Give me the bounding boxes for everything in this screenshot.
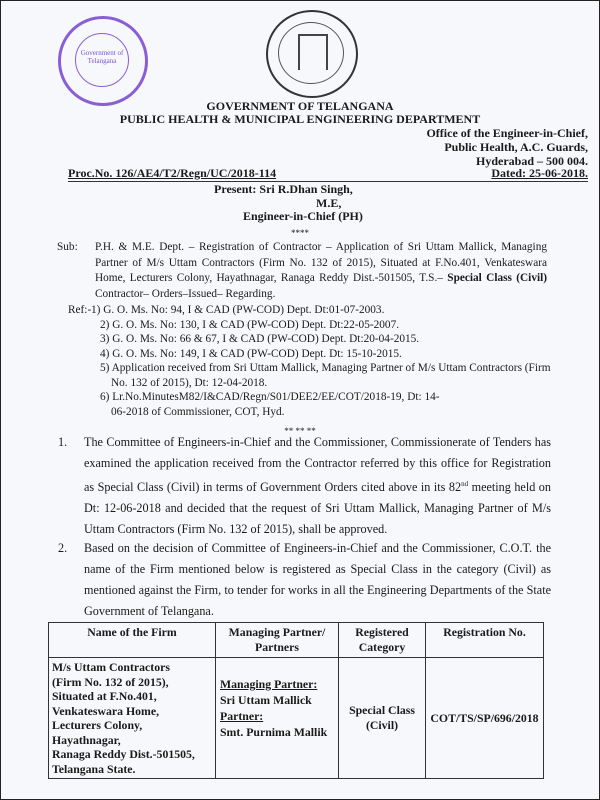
reference-item: 1) G. O. Ms. No: 94, I & CAD (PW-COD) Dept. Dt:01-07-2003.	[91, 304, 385, 316]
paragraph-text: meeting held on Dt: 12-06-2018 and decided that the request of Sri Uttam Mallick, Managing Partner of M/s Uttam Contractors (Firm No. 132 of 2015), shall be approved.	[84, 480, 551, 537]
references	[68, 303, 558, 419]
firm-line: M/s Uttam Contractors	[52, 660, 170, 674]
reference-item: 5) Application received from Sri Uttam Mallick, Managing Partner of M/s Uttam Contractors (Firm No. 132 of 2015), Dt: 12-04-2018.	[100, 362, 551, 389]
present-qualification: M.E,	[316, 196, 342, 210]
subject-tail: Contractor– Orders–Issued– Regarding.	[95, 287, 276, 300]
references-label: Ref:-	[68, 304, 92, 316]
reference-item: 4) G. O. Ms. No: 149, I & CAD (PW-COD) Dept. Dt: 15-10-2015.	[100, 347, 402, 360]
separator: ****	[291, 228, 309, 238]
office-line: Public Health, A.C. Guards,	[444, 140, 588, 154]
paragraph-2	[58, 538, 551, 622]
firm-line: Situated at F.No.401,	[52, 689, 157, 703]
paragraph-number: 2.	[58, 541, 68, 555]
column-header: Managing Partner/ Partners	[216, 623, 339, 658]
column-header: Registered Category	[339, 623, 426, 658]
present-designation: Engineer-in-Chief (PH)	[243, 209, 363, 223]
category-cell: Special Class (Civil)	[339, 658, 426, 779]
office-line: Office of the Engineer-in-Chief,	[426, 126, 588, 140]
firm-line: Ranaga Reddy Dist.-501505,	[52, 747, 195, 761]
stamp-center-text: Government of Telangana	[80, 49, 124, 65]
partner-label: Partner:	[220, 709, 264, 723]
present-line: Present: Sri R.Dhan Singh,	[214, 182, 353, 196]
proc-number: Proc.No. 126/AE4/T2/Regn/UC/2018-114	[68, 166, 277, 180]
firm-line: Lecturers Colony,	[52, 718, 143, 732]
firm-line: Hayathnagar,	[52, 732, 121, 747]
telangana-emblem	[266, 10, 358, 98]
paragraph-number: 1.	[58, 435, 68, 449]
subject-bold: Special Class (Civil)	[447, 272, 548, 284]
table-row	[49, 658, 544, 779]
reference-item: 3) G. O. Ms. No: 66 & 67, I & CAD (PW-COD) Dept. Dt:20-04-2015.	[100, 333, 420, 345]
reference-item: 2) G. O. Ms. No: 130, I & CAD (PW-COD) Dept. Dt:22-05-2007.	[100, 318, 400, 331]
firm-cell	[49, 658, 216, 779]
firm-line: (Firm No. 132 of 2015),	[52, 674, 169, 689]
subject-label: Sub:	[57, 241, 78, 253]
superscript: nd	[461, 480, 469, 488]
partner-name: Smt. Purnima Mallik	[220, 725, 328, 739]
column-header: Registration No.	[426, 623, 544, 658]
paragraph-1	[58, 432, 551, 540]
office-address	[426, 126, 588, 168]
header-government: GOVERNMENT OF TELANGANA	[206, 99, 394, 113]
managing-partner-name: Sri Uttam Mallick	[220, 693, 312, 707]
subject-text: P.H. & M.E. Dept. – Registration of Contractor – Application of Sri Uttam Mallick, Managing Partner of M/s Uttam Contractors (Firm No. 132 of 2015), Situated at F.No.401, Venkateswara Home, Lecturers Colony, Hayathnagar, Ranaga Reddy Dist.-501505, T.S.–	[95, 241, 547, 284]
firm-line: Telangana State.	[52, 761, 136, 776]
registration-number-cell: COT/TS/SP/696/2018	[426, 658, 544, 779]
department-seal-stamp	[58, 16, 148, 106]
managing-partner-label: Managing Partner:	[220, 677, 318, 691]
header-department: PUBLIC HEALTH & MUNICIPAL ENGINEERING DEPARTMENT	[119, 112, 481, 126]
column-header: Name of the Firm	[49, 623, 216, 658]
office-line: Hyderabad – 500 004.	[475, 154, 588, 168]
subject	[57, 240, 547, 302]
registration-table	[48, 622, 544, 779]
table-header-row	[49, 623, 544, 658]
dated: Dated: 25-06-2018.	[491, 166, 588, 180]
partners-cell	[216, 658, 339, 779]
paragraph-text: Based on the decision of Committee of Engineers-in-Chief and the Commissioner, C.O.T. the name of the Firm mentioned below is registered as Special Class in the category (Civil) as mentioned against the Firm, to tender for works in all the Engineering Departments of the State Government of Telangana.	[84, 541, 551, 618]
separator: ** ** **	[284, 426, 316, 436]
paragraph-text: The Committee of Engineers-in-Chief and the Commissioner, Commissionerate of Tenders has examined the application received from the Contractor referred by this office for Registration as Special Class (Civil) in terms of Government Orders cited above in its 82	[84, 435, 551, 495]
reference-item: 6) Lr.No.MinutesM82/I&CAD/Regn/S01/DEE2/EE/COT/2018-19, Dt: 14-06-2018 of Commissioner, COT, Hyd.	[100, 391, 440, 418]
firm-line: Venkateswara Home,	[52, 703, 160, 718]
